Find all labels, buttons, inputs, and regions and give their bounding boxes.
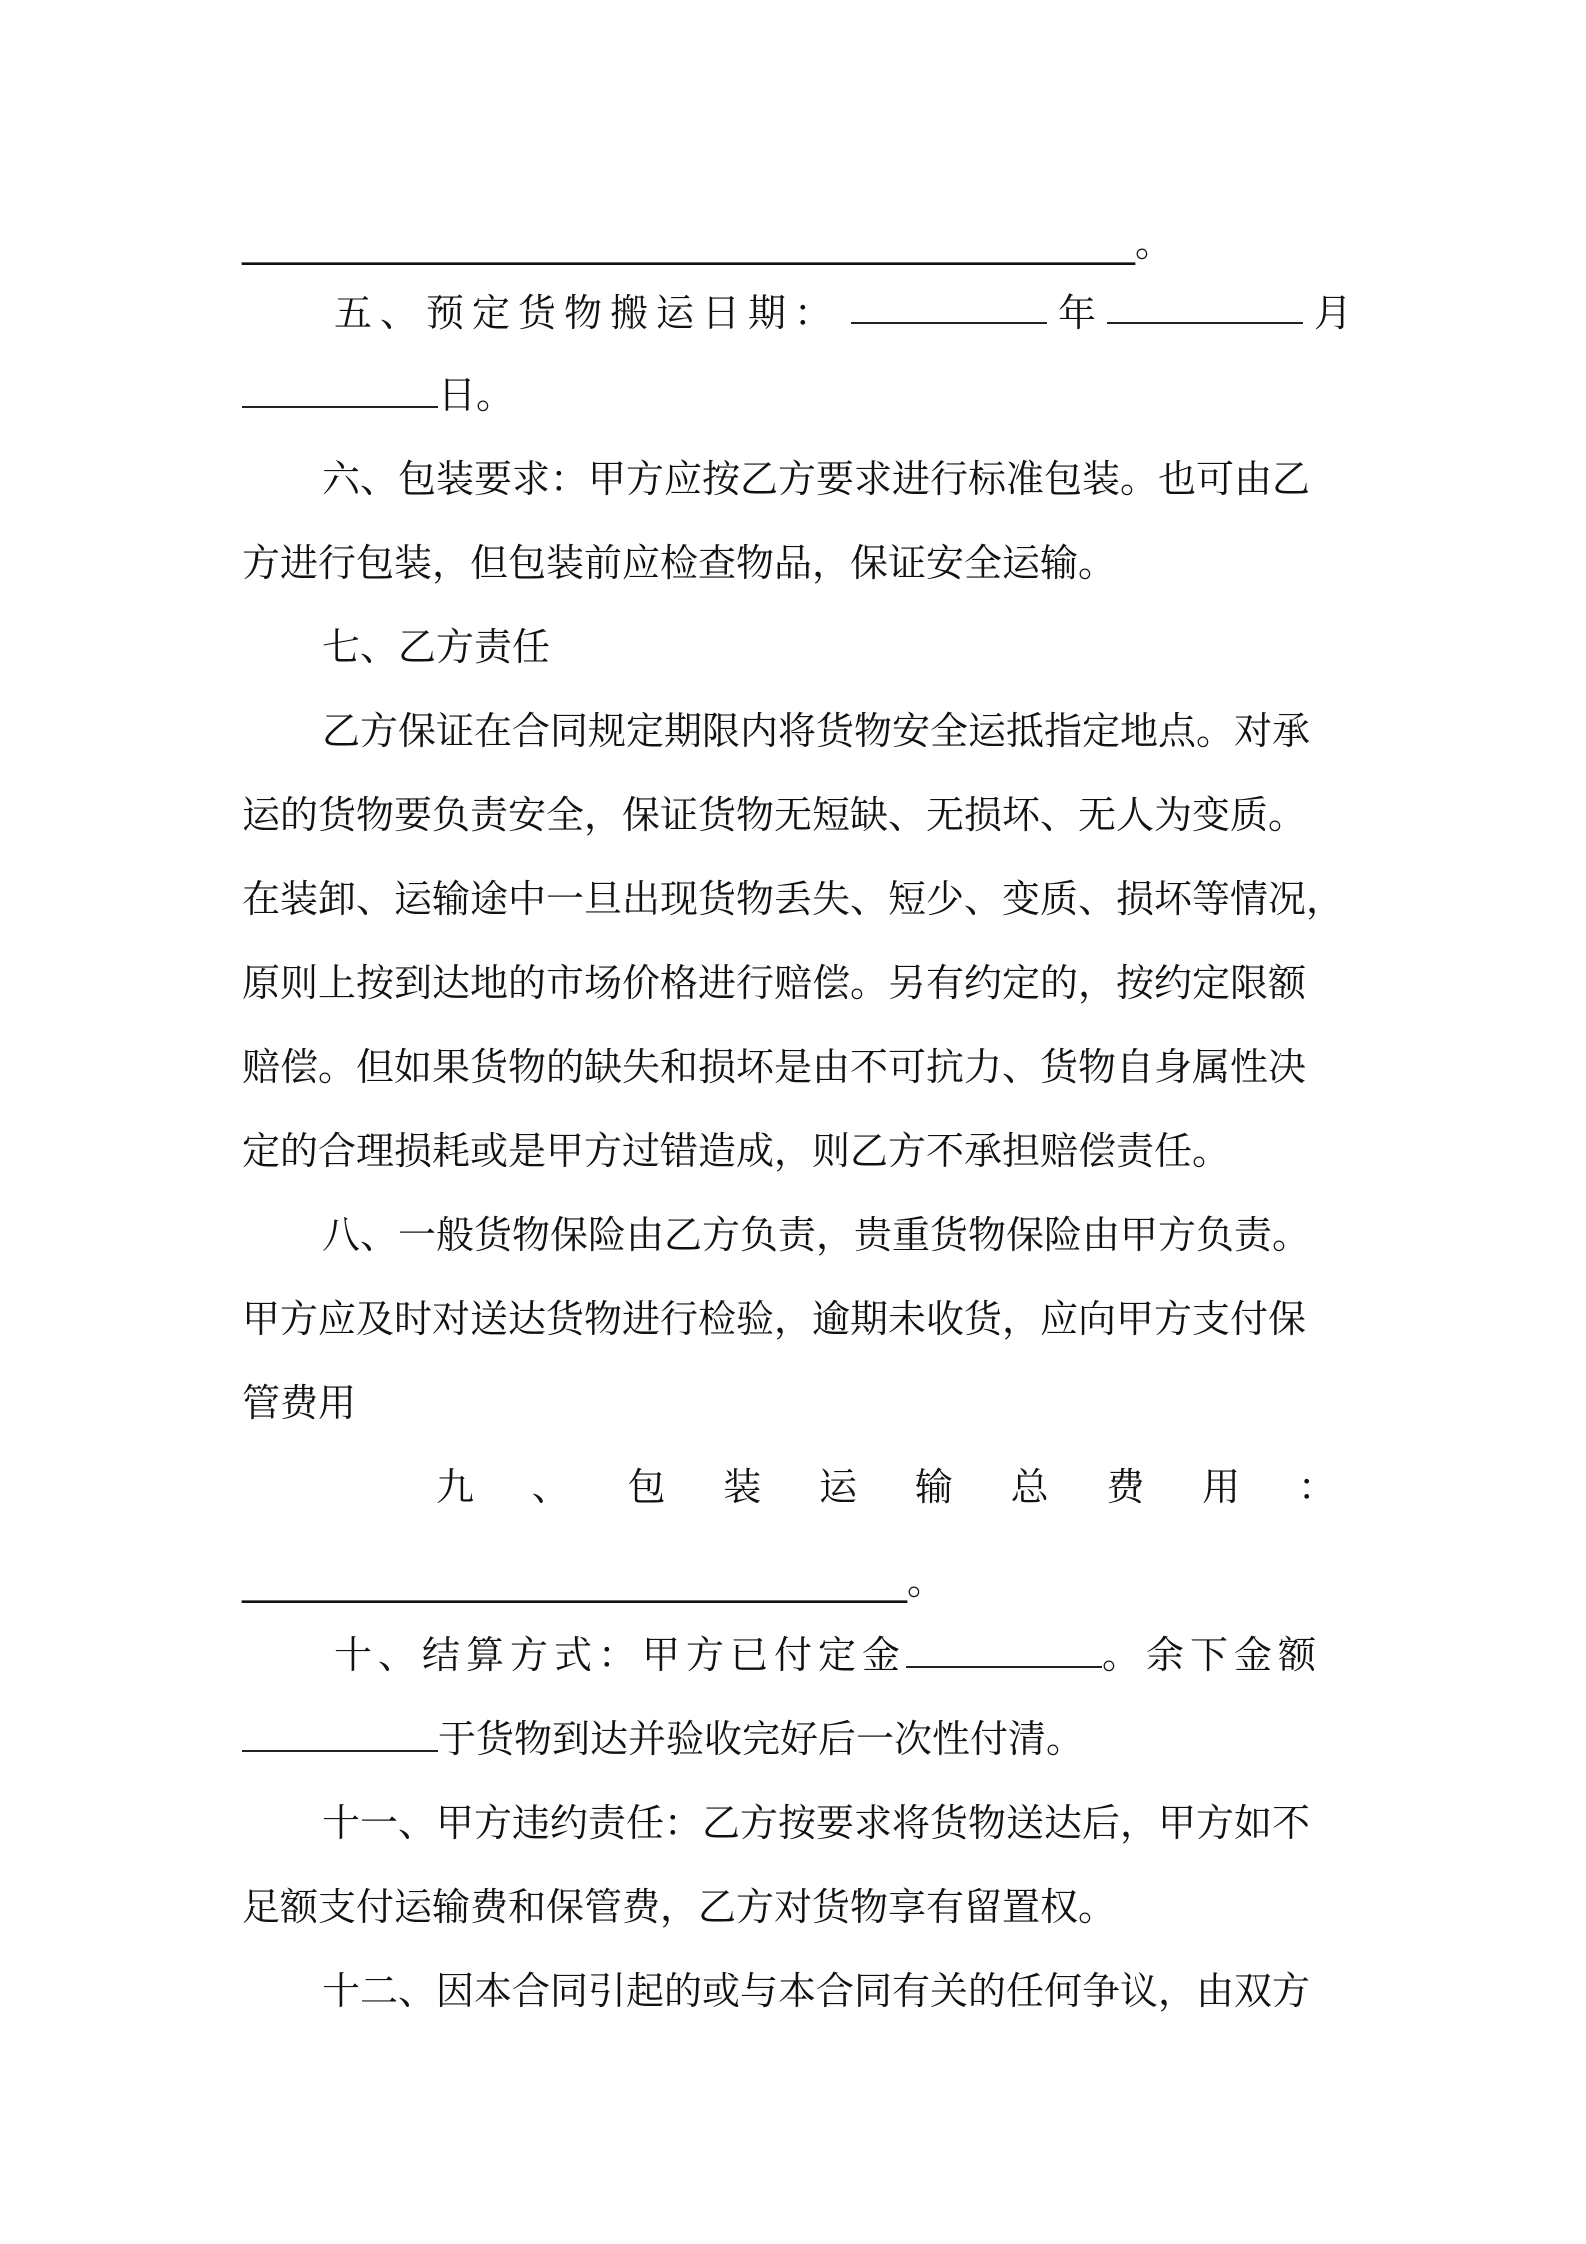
paragraph-text: 十二、因本合同引起的或与本合同有关的任何争议，由双方 <box>322 1969 1311 2013</box>
blank-line-text: ___________________________________。 <box>242 1559 946 1603</box>
paragraph-text: 甲方应及时对送达货物进行检验，逾期未收货，应向甲方支付保 <box>242 1297 1307 1341</box>
paragraph-text: 原则上按到达地的市场价格进行赔偿。另有约定的，按约定限额 <box>242 961 1307 1005</box>
clause-7-line-2 <box>242 790 1352 840</box>
clause-6-line-1 <box>322 454 1352 504</box>
balance-blank <box>242 1716 438 1752</box>
paragraph-text: 八、一般货物保险由乙方负责，贵重货物保险由甲方负责。 <box>322 1213 1311 1257</box>
clause-7-line-4 <box>242 958 1352 1008</box>
clause-10-label: 十、结算方式：甲方已付定金 <box>334 1633 907 1677</box>
spaced-char: 装 <box>723 1465 762 1509</box>
heading-text: 七、乙方责任 <box>322 625 551 669</box>
clause-6-line-2 <box>242 538 1352 588</box>
month-label: 月 <box>1313 291 1352 335</box>
day-label: 日。 <box>438 373 515 417</box>
year-blank <box>851 288 1047 324</box>
clause-10-remaining: 。余下金额 <box>1102 1633 1323 1677</box>
clause-7-line-1 <box>322 706 1352 756</box>
blank-line-end <box>242 218 1352 268</box>
clause-9-heading <box>436 1462 1336 1512</box>
paragraph-text: 足额支付运输费和保管费，乙方对货物享有留置权。 <box>242 1885 1117 1929</box>
spaced-char: 总 <box>1010 1465 1049 1509</box>
paragraph-text: 运的货物要负责安全，保证货物无短缺、无损坏、无人为变质。 <box>242 793 1307 837</box>
clause-5-line-1 <box>334 288 1352 338</box>
clause-8-line-2 <box>242 1294 1352 1344</box>
spaced-char: 包 <box>627 1465 666 1509</box>
spaced-char: 输 <box>914 1465 953 1509</box>
paragraph-text: 管费用 <box>242 1381 357 1425</box>
clause-8-line-1 <box>322 1210 1352 1260</box>
spaced-char: 九 <box>436 1465 475 1509</box>
blank-line-text: _______________________________________________。 <box>242 221 1174 265</box>
spaced-char: 运 <box>819 1465 858 1509</box>
clause-7-line-5 <box>242 1042 1352 1092</box>
clause-11-line-2 <box>242 1882 1352 1932</box>
clause-9-blank-line <box>242 1556 1352 1606</box>
clause-7-line-3 <box>242 874 1352 924</box>
year-label: 年 <box>1057 291 1096 335</box>
paragraph-text: 在装卸、运输途中一旦出现货物丢失、短少、变质、损坏等情况， <box>242 877 1345 921</box>
spaced-char: 费 <box>1106 1465 1145 1509</box>
clause-5-label: 五、预定货物搬运日期： <box>334 291 841 335</box>
month-blank <box>1107 288 1303 324</box>
clause-7-line-6 <box>242 1126 1352 1176</box>
paragraph-text: 十一、甲方违约责任：乙方按要求将货物送达后，甲方如不 <box>322 1801 1311 1845</box>
spaced-char: ： <box>1297 1465 1336 1509</box>
spaced-char: 、 <box>531 1465 570 1509</box>
clause-5-line-2 <box>242 370 1352 420</box>
clause-10-line-1 <box>334 1630 1352 1680</box>
paragraph-text: 六、包装要求：甲方应按乙方要求进行标准包装。也可由乙 <box>322 457 1311 501</box>
clause-11-line-1 <box>322 1798 1352 1848</box>
clause-12-line-1 <box>322 1966 1352 2016</box>
paragraph-text: 于货物到达并验收完好后一次性付清。 <box>438 1717 1085 1761</box>
day-blank <box>242 372 438 408</box>
clause-10-line-2 <box>242 1714 1352 1764</box>
deposit-blank <box>906 1632 1102 1668</box>
clause-8-line-3 <box>242 1378 1352 1428</box>
paragraph-text: 定的合理损耗或是甲方过错造成，则乙方不承担赔偿责任。 <box>242 1129 1231 1173</box>
paragraph-text: 乙方保证在合同规定期限内将货物安全运抵指定地点。对承 <box>322 709 1311 753</box>
spaced-char: 用 <box>1202 1465 1241 1509</box>
clause-7-heading <box>322 622 1432 672</box>
paragraph-text: 方进行包装，但包装前应检查物品，保证安全运输。 <box>242 541 1117 585</box>
paragraph-text: 赔偿。但如果货物的缺失和损坏是由不可抗力、货物自身属性决 <box>242 1045 1307 1089</box>
